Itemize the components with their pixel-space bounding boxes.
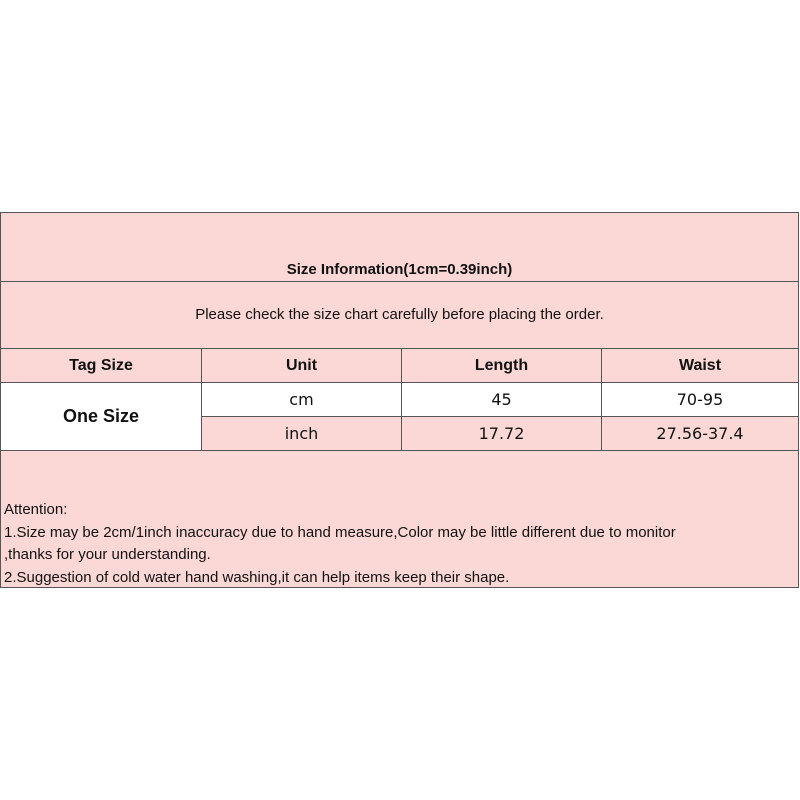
attention-heading: Attention: [4,501,68,518]
note-row [1,282,798,349]
title-row [1,213,798,282]
table-cell-waist: 70-95 [602,383,798,417]
attention-line: 1.Size may be 2cm/1inch inaccuracy due to hand measure,Color may be little different due to monitor [4,523,676,541]
header-waist: Waist [602,349,798,383]
size-chart-note: Please check the size chart carefully before placing the order. [195,306,604,323]
attention-notes [4,499,676,589]
attention-line: 2.Suggestion of cold water hand washing,it can help items keep their shape. [4,568,510,586]
table-cell-unit: inch [202,417,402,451]
table-cell-length: 45 [402,383,602,417]
tag-size-value: One Size [1,383,202,451]
size-info-sheet [0,212,799,588]
table-cell-length: 17.72 [402,417,602,451]
attention-line: ,thanks for your understanding. [4,546,211,563]
header-length: Length [402,349,602,383]
size-info-title: Size Information(1cm=0.39inch) [286,261,513,278]
table-cell-waist: 27.56-37.4 [602,417,798,451]
table-cell-unit: cm [202,383,402,417]
header-unit: Unit [202,349,402,383]
header-tag-size: Tag Size [1,349,202,383]
